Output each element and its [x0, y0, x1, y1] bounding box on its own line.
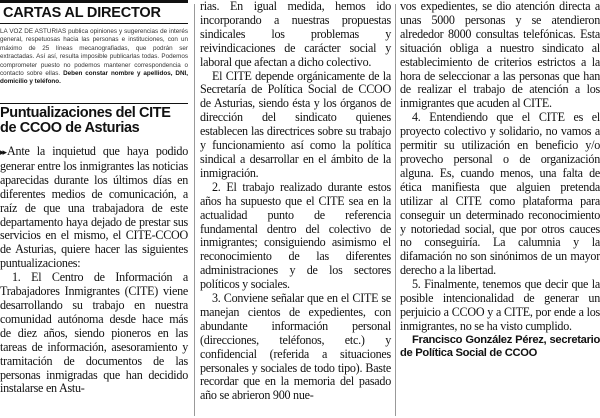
column-rule [395, 4, 396, 416]
arrow-bullet-icon: ▸▸ [0, 147, 6, 157]
letter-body-col1 [0, 145, 188, 396]
paragraph: 5. Finalmente, tenemos que decir que la posible intencionalidad de generar un perjuicio a CCOO y a CITE, por ende a los inmigrantes, no se ha visto cumplido. [400, 277, 600, 333]
paragraph: 2. El trabajo realizado durante estos años ha supuesto que el CITE sea en la actualidad punto de referencia fundamental dentro del colectivo de inmigrantes; consiguiendo asimismo el reconocimiento de las diferentes administraciones y de los sectores políticos y sociales. [200, 179, 391, 292]
column-rule [194, 4, 195, 416]
paragraph: 4. Entendiendo que el CITE es el proyecto colectivo y solidario, no vamos a permitir su utilización en beneficio y/o provecho personal o de organización alguna. Es, cuando menos, una falta de ética manifiesta que alguien pretenda utilizar al CITE como plataforma para conseguir un determinado reconocimiento y notoriedad social, que por otros cauces no conseguiría. La calumnia y la difamación no son sinónimos de un mayor derecho a la libertad. [400, 110, 600, 278]
policy-notice [0, 28, 188, 103]
policy-text: LA VOZ DE ASTURIAS publica opiniones y sugerencias de interés general, respetuosas hacia las personas e instituciones, con un máximo de 25 líneas mecanografiadas, que podrán ser extractadas. Así así, resulta imposible publicarlas todas. Podemos comprometer puesto no podemos mantener correspondencia o contacto sobre ellas. [0, 28, 188, 78]
column-1 [0, 0, 188, 396]
intro-text: Ante la inquietud que haya podido generar entre los inmigrantes las noticias aparecidas durante los últimos días en diferentes medios de comunicación, a raíz de que una trabajadora de este departamento haya dejado de prestar sus servicios en el mismo, el CITE-CCOO de Asturias, quiere hacer las siguientes puntualizaciones: [0, 144, 188, 271]
paragraph: 3. Conviene señalar que en el CITE se manejan cientos de expedientes, con abundante información personal (direcciones, teléfonos, etc.) y confidencial (referida a situaciones personales y sociales de todo tipo). Baste recordar que en la memoria del pasado año se abrieron 900 nue- [200, 291, 391, 403]
paragraph [0, 145, 188, 271]
paragraph: El CITE depende orgánicamente de la Secretaría de Política Social de CCOO de Asturias, siendo ésta y los órganos de dirección del sindicato quienes establecen las directrices sobre su trabajo y funcionamiento así como la política sindical a desarrollar en el ámbito de la inmigración. [200, 68, 391, 180]
paragraph: rias. En igual medida, hemos ido incorporando a nuestras propuestas sindicales los problemas y reivindicaciones de carácter social y laboral que afectan a dicho colectivo. [200, 0, 391, 69]
column-2 [200, 0, 391, 403]
policy-requirements: Deben constar nombre y apellidos, DNI, domicilio y teléfono. [0, 70, 188, 86]
column-3 [400, 0, 600, 361]
signature: Francisco González Pérez, secretario de Política Social de CCOO [400, 333, 600, 360]
section-title: CARTAS AL DIRECTOR [0, 0, 188, 24]
headline: Puntualizaciones del CITE de CCOO de Asturias [0, 103, 188, 136]
paragraph: 1. El Centro de Información a Trabajadores Inmigrantes (CITE) viene desarrollando su trabajo en nuestra comunidad autónoma desde hace más de diez años, siendo pioneros en las tareas de información, asesoramiento y tramitación de documentos de las personas inmigradas que han decidido instalarse en Astu- [0, 270, 188, 396]
paragraph: vos expedientes, se dio atención directa a unas 5000 personas y se atendieron alrededor 8000 consultas telefónicas. Esta situación obliga a nuestro sindicato al establecimiento de criterios estrictos a la hora de seleccionar a las personas que han de realizar el trabajo de atención a los inmigrantes que acuden al CITE. [400, 0, 600, 111]
